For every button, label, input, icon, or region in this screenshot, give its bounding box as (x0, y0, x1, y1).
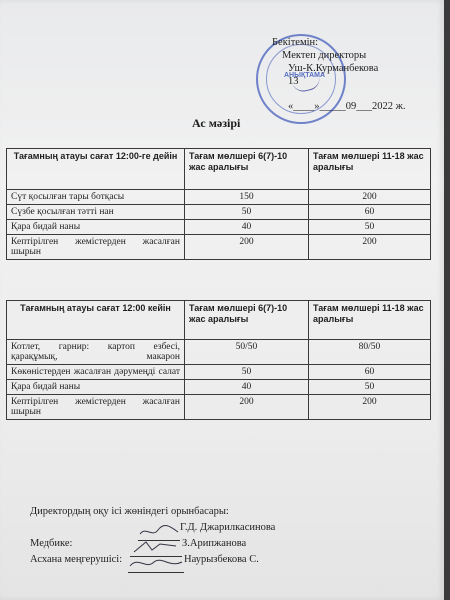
stamp-label: АНЫҚТАМА (284, 72, 326, 79)
dish-name: Кептірілген жемістерден жасалған шырын (7, 395, 185, 420)
table-row (7, 380, 431, 395)
approval-number: 13 (288, 76, 299, 87)
portion-young: 50 (185, 365, 309, 380)
table-row (7, 235, 431, 260)
portion-young: 40 (185, 380, 309, 395)
menu-table-before-noon (6, 148, 431, 260)
approval-block (268, 36, 428, 113)
portion-older: 200 (309, 190, 431, 205)
portion-older: 80/50 (309, 340, 431, 365)
approval-director-name: Уш-К.Курманбекова (288, 63, 379, 74)
dish-name: Котлет, гарнир: картоп езбесі, қарақұмық, макарон (7, 340, 185, 365)
page-title: Ас мәзірі (192, 116, 241, 130)
portion-older: 200 (309, 235, 431, 260)
nurse-name: З.Арипжанова (182, 538, 247, 549)
dish-name: Қара бидай наны (7, 380, 185, 395)
canteen-role: Асхана меңгерушісі: (30, 554, 123, 565)
approval-heading: Бекітемін: (272, 37, 319, 48)
table-header-row (7, 149, 431, 190)
portion-older: 60 (309, 365, 431, 380)
table-row (7, 340, 431, 365)
nurse-role: Медбике: (30, 538, 73, 549)
portion-young: 50 (185, 205, 309, 220)
column-header-portion-young: Тағам мөлшері 6(7)-10 жас аралығы (185, 301, 309, 340)
portion-older: 60 (309, 205, 431, 220)
column-header-portion-young: Тағам мөлшері 6(7)-10 жас аралығы (185, 149, 309, 190)
table-row (7, 190, 431, 205)
portion-older: 50 (309, 380, 431, 395)
column-header-dish: Тағамның атауы сағат 12:00 кейін (7, 301, 185, 340)
portion-young: 200 (185, 235, 309, 260)
approval-position: Мектеп директоры (282, 50, 367, 61)
column-header-portion-older: Тағам мөлшері 11-18 жас аралығы (309, 149, 431, 190)
dish-name: Сүт қосылған тары ботқасы (7, 190, 185, 205)
dish-name: Кептірілген жемістерден жасалған шырын (7, 235, 185, 260)
portion-older: 200 (309, 395, 431, 420)
canteen-name: Наурызбекова С. (184, 554, 259, 565)
dish-name: Қара бидай наны (7, 220, 185, 235)
column-header-portion-older: Тағам мөлшері 11-18 жас аралығы (309, 301, 431, 340)
portion-young: 150 (185, 190, 309, 205)
portion-older: 50 (309, 220, 431, 235)
table-header-row (7, 301, 431, 340)
portion-young: 40 (185, 220, 309, 235)
table-row (7, 220, 431, 235)
approval-date: «____»_____09___2022 ж. (288, 101, 406, 112)
dish-name: Сүзбе қосылған тәтті нан (7, 205, 185, 220)
table-row (7, 365, 431, 380)
menu-table-after-noon (6, 300, 431, 420)
deputy-name: Г.Д. Джарилкасинова (180, 522, 276, 533)
dish-name: Көкөністерден жасалған дәрумеңді салат (7, 365, 185, 380)
portion-young: 50/50 (185, 340, 309, 365)
portion-young: 200 (185, 395, 309, 420)
table-row (7, 205, 431, 220)
deputy-role: Директордың оқу ісі жөніндегі орынбасары: (30, 506, 229, 517)
canteen-signature (128, 562, 184, 573)
table-row (7, 395, 431, 420)
column-header-dish: Тағамның атауы сағат 12:00-ге дейін (7, 149, 185, 190)
